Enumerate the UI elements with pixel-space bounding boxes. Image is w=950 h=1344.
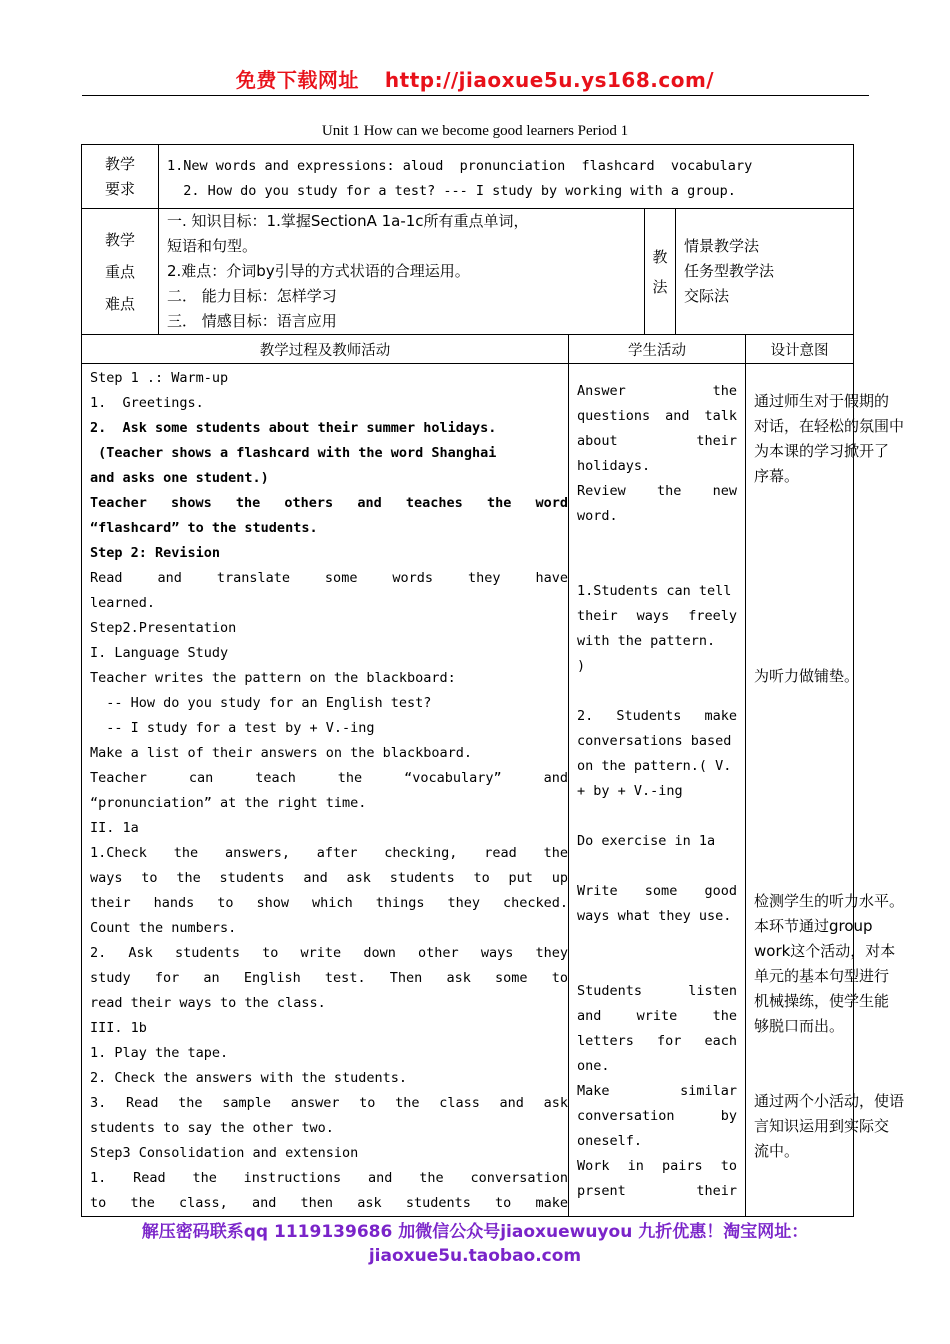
- student-activity-line: word.: [577, 508, 618, 524]
- design-intent-line: [754, 814, 849, 839]
- student-activity-line: ): [577, 658, 586, 674]
- teacher-activity-line: -- How do you study for an English test?: [90, 695, 432, 711]
- teacher-activity-line: III. 1b: [90, 1020, 147, 1036]
- student-activity-line: about their: [577, 433, 737, 449]
- design-intent-line: [754, 714, 849, 739]
- design-intent-line: [754, 739, 849, 764]
- student-activity-line: [577, 679, 737, 704]
- teacher-activity-line: Step2.Presentation: [90, 620, 237, 636]
- design-intent-line: [754, 589, 849, 614]
- key-point-line: 三． 情感目标：语言应用: [167, 312, 337, 330]
- design-intent-line: 序幕。: [754, 467, 800, 485]
- teacher-activity-line: 2. Ask students to write down other ways they: [90, 945, 568, 961]
- design-intent-line: [754, 539, 849, 564]
- requirements-label: [82, 145, 159, 209]
- student-activity-line: Work in pairs to: [577, 1158, 737, 1174]
- design-intent-line: 机械操练，使学生能: [754, 992, 890, 1010]
- teacher-activity-line: Teacher writes the pattern on the blackboard:: [90, 670, 456, 686]
- key-point-line: 2.难点：介词by引导的方式状语的合理运用。: [167, 262, 470, 280]
- student-activity-line: oneself.: [577, 1133, 643, 1149]
- design-intent-lines: [754, 389, 905, 1164]
- design-intent-line: [754, 514, 849, 539]
- footer-contact-line: 解压密码联系qq 1119139686 加微信公众号jiaoxuewuyou 九折优惠！淘宝网址：: [141, 1222, 809, 1242]
- teacher-activity-line: “pronunciation” at the right time.: [90, 795, 367, 811]
- design-intent-line: 为本课的学习掀开了: [754, 442, 890, 460]
- teacher-activity-line: Step 1 .: Warm-up: [90, 370, 229, 386]
- student-activity-line: [577, 954, 737, 979]
- design-intent-cell: [746, 364, 905, 1217]
- student-activity-line: letters for each: [577, 1033, 737, 1049]
- teacher-activity-line: 1. Read the instructions and the conversation: [90, 1170, 568, 1186]
- design-intent-header: 设计意图: [746, 335, 854, 364]
- student-activity-line: conversation by: [577, 1108, 737, 1124]
- key-point-line: 二． 能力目标：怎样学习: [167, 287, 337, 305]
- key-points-label: [82, 209, 159, 335]
- key-points-row: [82, 209, 854, 335]
- teacher-activity-line: students to say the other two.: [90, 1120, 334, 1136]
- design-intent-line: [754, 764, 849, 789]
- student-activity-line: Do exercise in 1a: [577, 833, 716, 849]
- method-label: [645, 209, 676, 335]
- teacher-activity-line: to the class, and then ask students to make: [90, 1195, 568, 1211]
- design-intent-line: [754, 639, 849, 664]
- student-activity-line: [577, 854, 737, 879]
- design-intent-line: [754, 489, 849, 514]
- design-intent-line: [754, 789, 849, 814]
- teacher-activity-line: Teacher can teach the “vocabulary” and: [90, 770, 568, 786]
- teacher-activity-line: 2. Check the answers with the students.: [90, 1070, 407, 1086]
- label-line: 要求: [104, 179, 135, 198]
- teacher-activity-header: 教学过程及教师活动: [82, 335, 569, 364]
- teacher-activity-line: Step3 Consolidation and extension: [90, 1145, 359, 1161]
- design-intent-line: 通过师生对于假期的: [754, 392, 890, 410]
- label-line: 重点: [104, 262, 135, 281]
- design-intent-line: [754, 564, 849, 589]
- header-divider: [82, 95, 869, 96]
- student-activity-lines: [577, 379, 737, 1204]
- design-intent-line: [754, 1064, 849, 1089]
- teacher-activity-line: 1. Play the tape.: [90, 1045, 229, 1061]
- requirements-row: [82, 145, 854, 209]
- method-item: 任务型教学法: [684, 262, 775, 280]
- student-activity-line: prsent their: [577, 1183, 737, 1199]
- teacher-activity-line: and asks one student.): [90, 470, 269, 486]
- method-item: 交际法: [684, 287, 730, 305]
- teacher-activity-line: Make a list of their answers on the blackboard.: [90, 745, 473, 761]
- teacher-activity-cell: [82, 364, 569, 1217]
- teacher-activity-line: Step 2: Revision: [90, 545, 221, 561]
- teacher-activity-line: II. 1a: [90, 820, 139, 836]
- label-line: 法: [652, 277, 668, 296]
- key-points-content: [159, 209, 645, 335]
- download-banner: [0, 64, 950, 93]
- teacher-activity-line: Teacher shows the others and teaches the word: [90, 495, 568, 511]
- student-activity-line: ways what they use.: [577, 908, 732, 924]
- student-activity-line: Make similar: [577, 1083, 737, 1099]
- student-activity-line: and write the: [577, 1008, 737, 1024]
- requirements-line: 2. How do you study for a test? --- I study by working with a group.: [167, 183, 736, 199]
- design-intent-line: [754, 689, 849, 714]
- label-line: 教: [652, 247, 668, 266]
- teacher-activity-line: Count the numbers.: [90, 920, 237, 936]
- teacher-activity-line: 1. Greetings.: [90, 395, 204, 411]
- student-activity-cell: [569, 364, 746, 1217]
- design-intent-line: 检测学生的听力水平。: [754, 892, 905, 910]
- student-activity-line: with the pattern.: [577, 633, 716, 649]
- design-intent-line: 够脱口而出。: [754, 1017, 845, 1035]
- design-intent-line: [754, 614, 849, 639]
- footer-shop-link[interactable]: jiaoxue5u.taobao.com: [368, 1246, 582, 1266]
- method-item: 情景教学法: [684, 237, 760, 255]
- label-line: 教学: [104, 154, 135, 173]
- teacher-activity-line: “flashcard” to the students.: [90, 520, 318, 536]
- student-activity-header: 学生活动: [569, 335, 746, 364]
- student-activity-line: Review the new: [577, 483, 737, 499]
- label-line: 难点: [104, 294, 135, 313]
- student-activity-line: [577, 529, 737, 554]
- design-intent-line: [754, 864, 849, 889]
- lesson-plan-table: [81, 144, 905, 1217]
- student-activity-line: questions and talk: [577, 408, 737, 424]
- design-intent-line: 对话，在轻松的氛围中: [754, 417, 905, 435]
- design-intent-line: 本环节通过group: [754, 917, 873, 935]
- student-activity-line: Students listen: [577, 983, 737, 999]
- student-activity-line: 1.Students can tell: [577, 583, 732, 599]
- methods-content: [676, 209, 854, 335]
- student-activity-line: conversations based: [577, 733, 732, 749]
- design-intent-line: [754, 1039, 849, 1064]
- teacher-activity-line: learned.: [90, 595, 156, 611]
- teacher-activity-line: (Teacher shows a flashcard with the word Shanghai: [90, 445, 497, 461]
- teacher-activity-line: -- I study for a test by + V.-ing: [90, 720, 375, 736]
- student-activity-line: their ways freely: [577, 608, 737, 624]
- label-line: 教学: [104, 230, 135, 249]
- requirements-line: 1.New words and expressions: aloud pronunciation flashcard vocabulary: [167, 158, 753, 174]
- student-activity-line: 2. Students make: [577, 708, 737, 724]
- site-url-link[interactable]: http://jiaoxue5u.ys168.com/: [384, 68, 715, 92]
- student-activity-line: on the pattern.( V.: [577, 758, 732, 774]
- site-label: 免费下载网址: [235, 68, 359, 92]
- design-intent-line: 为听力做铺垫。: [754, 667, 860, 685]
- design-intent-line: 言知识运用到实际交: [754, 1117, 890, 1135]
- design-intent-line: 通过两个小活动，使语: [754, 1092, 905, 1110]
- key-point-line: 短语和句型。: [167, 237, 258, 255]
- student-activity-line: holidays.: [577, 458, 651, 474]
- footer-banner: [0, 1220, 950, 1268]
- student-activity-line: [577, 929, 737, 954]
- teacher-activity-lines: [90, 366, 568, 1216]
- teacher-activity-line: study for an English test. Then ask some to: [90, 970, 568, 986]
- student-activity-line: [577, 554, 737, 579]
- key-point-line: 一. 知识目标：1.掌握SectionA 1a-1c所有重点单词，: [167, 212, 529, 230]
- student-activity-line: Answer the: [577, 383, 737, 399]
- teacher-activity-line: read their ways to the class.: [90, 995, 326, 1011]
- design-intent-line: 流中。: [754, 1142, 800, 1160]
- teacher-activity-line: their hands to show which things they checked.: [90, 895, 568, 911]
- design-intent-line: work这个活动，对本: [754, 942, 896, 960]
- page-title: Unit 1 How can we become good learners Period 1: [321, 123, 629, 139]
- teacher-activity-line: ways to the students and ask students to put up: [90, 870, 568, 886]
- design-intent-line: [754, 839, 849, 864]
- requirements-content: [159, 145, 854, 209]
- design-intent-line: 单元的基本句型进行: [754, 967, 890, 985]
- process-row: [82, 364, 854, 1217]
- column-header-row: [82, 335, 854, 364]
- teacher-activity-line: I. Language Study: [90, 645, 229, 661]
- teacher-activity-line: 3. Read the sample answer to the class and ask: [90, 1095, 568, 1111]
- teacher-activity-line: 2. Ask some students about their summer holidays.: [90, 420, 497, 436]
- teacher-activity-line: Read and translate some words they have: [90, 570, 568, 586]
- student-activity-line: one.: [577, 1058, 610, 1074]
- teacher-activity-line: 1.Check the answers, after checking, read the: [90, 845, 568, 861]
- student-activity-line: Write some good: [577, 883, 737, 899]
- student-activity-line: + by + V.-ing: [577, 783, 683, 799]
- student-activity-line: [577, 804, 737, 829]
